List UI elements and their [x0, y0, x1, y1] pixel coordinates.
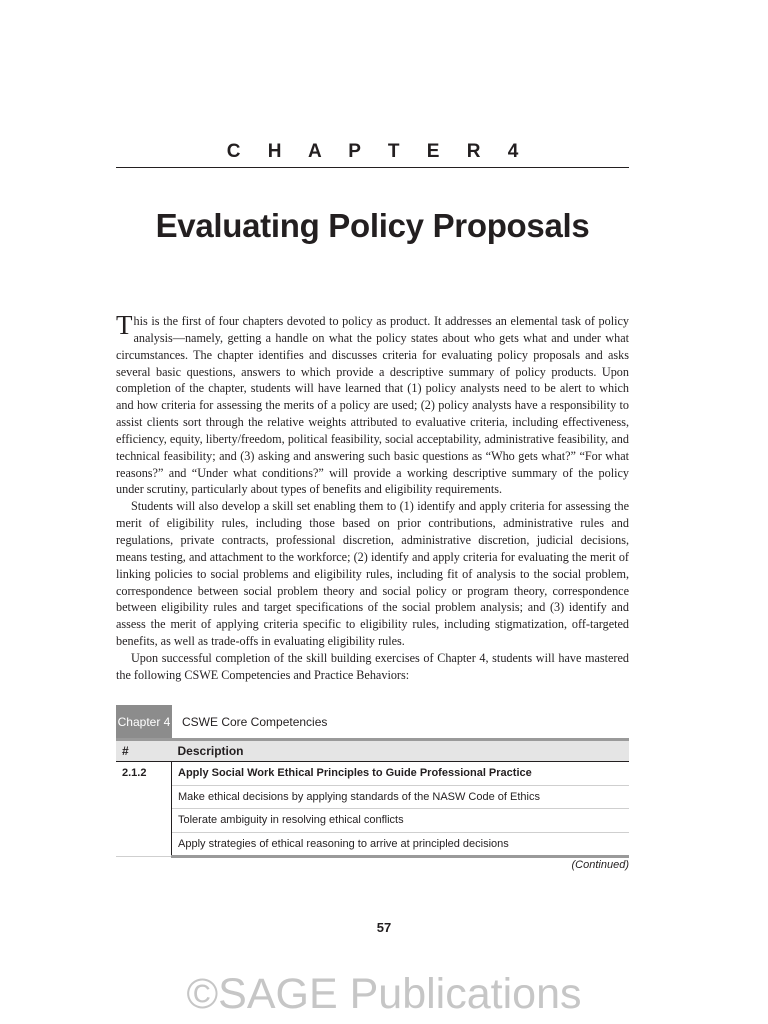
competencies-table — [116, 738, 629, 858]
competencies-intro-paragraph: Upon successful completion of the skill building exercises of Chapter 4, students will have mastered the following CSWE Competencies and Practice Behaviors: — [116, 650, 629, 682]
chapter-title: Evaluating Policy Proposals — [155, 207, 590, 244]
intro-paragraph — [116, 310, 629, 498]
chapter-rule — [116, 167, 629, 168]
watermark: ©SAGE Publications — [186, 970, 582, 1018]
table-header-row — [116, 740, 629, 762]
body-text — [116, 310, 629, 684]
intro-paragraph-text: his is the first of four chapters devoted to policy as product. It addresses an elemental task of policy analysis—namely, getting a handle on what the policy states about who gets what and under what circumstances. The chapter identifies and discusses criteria for evaluating policy proposals and asks several basic questions, answers to which provide a descriptive summary of policy products. Upon completion of the chapter, students will have learned that (1) policy analysts need to be alert to which and how criteria for assessing the merits of a policy are used; (2) policy analysts have a responsibility to assist clients sort through the relative weights attributed to evaluative criteria, including effectiveness, efficiency, equity, liberty/freedom, political feasibility, social acceptability, administrative feasibility, and technical feasibility; and (3) asking and answering such basic questions as “Who gets what?” “For what reasons?” and “Under what conditions?” will provide a working descriptive summary of the policy under scrutiny, particularly about types of benefits and eligibility requirements. — [116, 314, 629, 497]
table-caption — [116, 705, 327, 738]
chapter-label: C H A P T E R 4 — [226, 141, 530, 162]
table-row — [116, 809, 629, 833]
column-header-description: Description — [172, 740, 630, 762]
chapter-badge: Chapter 4 — [116, 705, 172, 738]
table-row — [116, 832, 629, 857]
drop-cap: T — [116, 310, 133, 340]
competency-code: 2.1.2 — [116, 762, 172, 857]
competency-title: Apply Social Work Ethical Principles to Guide Professional Practice — [172, 762, 630, 786]
table-row — [116, 785, 629, 809]
practice-behavior: Apply strategies of ethical reasoning to arrive at principled decisions — [172, 832, 630, 857]
skills-paragraph: Students will also develop a skill set enabling them to (1) identify and apply criteria for assessing the merit of eligibility rules, including those based on prior contributions, administrative rules and regulations, private contracts, professional discretion, administrative discretion, judicial decisions, means testing, and attachment to the workforce; (2) identify and apply criteria for evaluating the merit of linking policies to social problems and eligibility rules, including fit of analysis to the social problem, correspondence between social problem theory and social policy or program theory, correspondence between eligibility rules and target specifications of the social problem analysis; and (3) identify and assess the merit of applying criteria specific to eligibility rules, including stigmatization, off-targeted benefits, as well as trade-offs in evaluating eligibility rules. — [116, 499, 629, 649]
continued-note: (Continued) — [571, 859, 629, 871]
table-title: CSWE Core Competencies — [182, 714, 328, 729]
practice-behavior: Tolerate ambiguity in resolving ethical conflicts — [172, 809, 630, 833]
table-row — [116, 762, 629, 786]
column-header-number: # — [116, 740, 172, 762]
practice-behavior: Make ethical decisions by applying standards of the NASW Code of Ethics — [172, 785, 630, 809]
page-number: 57 — [376, 920, 392, 935]
